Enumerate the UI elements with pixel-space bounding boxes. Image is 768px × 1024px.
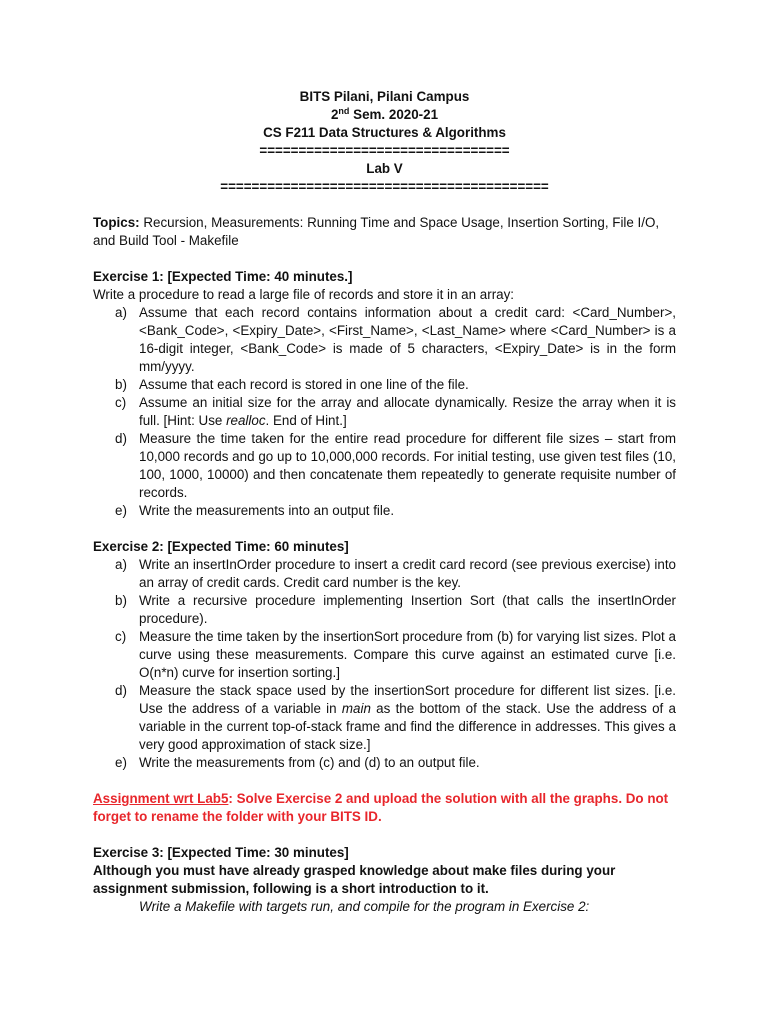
assignment-note bbox=[93, 790, 676, 826]
topics-label: Topics: bbox=[93, 215, 140, 230]
exercise-2-title: Exercise 2: [Expected Time: 60 minutes] bbox=[93, 539, 349, 554]
exercise-2-list bbox=[93, 556, 676, 772]
semester-line: 2nd Sem. 2020-21 bbox=[330, 106, 439, 122]
document-header bbox=[93, 88, 676, 196]
separator-long: ========================================== bbox=[220, 179, 549, 194]
exercise-3-section bbox=[93, 844, 676, 916]
topics-text: Recursion, Measurements: Running Time and Space Usage, Insertion Sorting, File I/O, and Build Tool - Makefile bbox=[93, 215, 660, 248]
list-item: e) Write the measurements into an output file. bbox=[115, 503, 395, 518]
exercise-3-intro: Although you must have already grasped knowledge about make files during your assignment submission, following is a short introduction to it. bbox=[93, 863, 616, 896]
exercise-1-section bbox=[93, 268, 676, 520]
topics-paragraph bbox=[93, 214, 676, 250]
list-item: c) Measure the time taken by the insertionSort procedure from (b) for varying list sizes. Plot a curve using these measurements. Compare this curve against an estimated curve [i.e. O(n*n) curve for insertion sorting.] bbox=[115, 629, 676, 680]
list-item: a) Write an insertInOrder procedure to insert a credit card record (see previous exercise) into an array of credit cards. Credit card number is the key. bbox=[115, 557, 676, 590]
list-item: a) Assume that each record contains information about a credit card: <Card_Number>, <Bank_Code>, <Expiry_Date>, <First_Name>, <Last_Name> where <Card_Number> is a 16-digit integer, <Bank_Code> is made of 5 characters, <Expiry_Date> is in the form mm/yyyy. bbox=[115, 305, 676, 374]
list-item: c) Assume an initial size for the array and allocate dynamically. Resize the array when it is full. [Hint: Use realloc. End of Hint.] bbox=[115, 395, 676, 428]
list-item: d) Measure the stack space used by the insertionSort procedure for different list sizes. [i.e. Use the address of a variable in main as the bottom of the stack. Use the address of a variable in the current top-of-stack frame and find the difference in addresses. This gives a very good approximation of stack size.] bbox=[115, 683, 676, 752]
exercise-1-list bbox=[93, 304, 676, 520]
exercise-3-task: Write a Makefile with targets run, and compile for the program in Exercise 2: bbox=[139, 899, 590, 914]
assignment-label: Assignment wrt Lab5 bbox=[93, 791, 229, 806]
exercise-2-section bbox=[93, 538, 676, 772]
exercise-3-title: Exercise 3: [Expected Time: 30 minutes] bbox=[93, 845, 349, 860]
list-item: b) Assume that each record is stored in one line of the file. bbox=[115, 377, 469, 392]
assignment-text: : Solve Exercise 2 and upload the solution with all the graphs. Do not forget to rename the folder with your BITS ID. bbox=[93, 791, 669, 824]
institute-name: BITS Pilani, Pilani Campus bbox=[299, 89, 470, 104]
lab-title: Lab V bbox=[366, 161, 403, 176]
course-title: CS F211 Data Structures & Algorithms bbox=[263, 125, 506, 140]
separator-short: ================================ bbox=[259, 143, 510, 158]
list-item: d) Measure the time taken for the entire read procedure for different file sizes – start from 10,000 records and go up to 10,000,000 records. For initial testing, use given test files (10, 100, 1000, 10000) and then concatenate them repeatedly to generate requisite number of records. bbox=[115, 431, 676, 500]
exercise-1-intro: Write a procedure to read a large file of records and store it in an array: bbox=[93, 287, 515, 302]
list-item: e) Write the measurements from (c) and (d) to an output file. bbox=[115, 755, 480, 770]
list-item: b) Write a recursive procedure implementing Insertion Sort (that calls the insertInOrder procedure). bbox=[115, 593, 676, 626]
exercise-1-title: Exercise 1: [Expected Time: 40 minutes.] bbox=[93, 269, 353, 284]
